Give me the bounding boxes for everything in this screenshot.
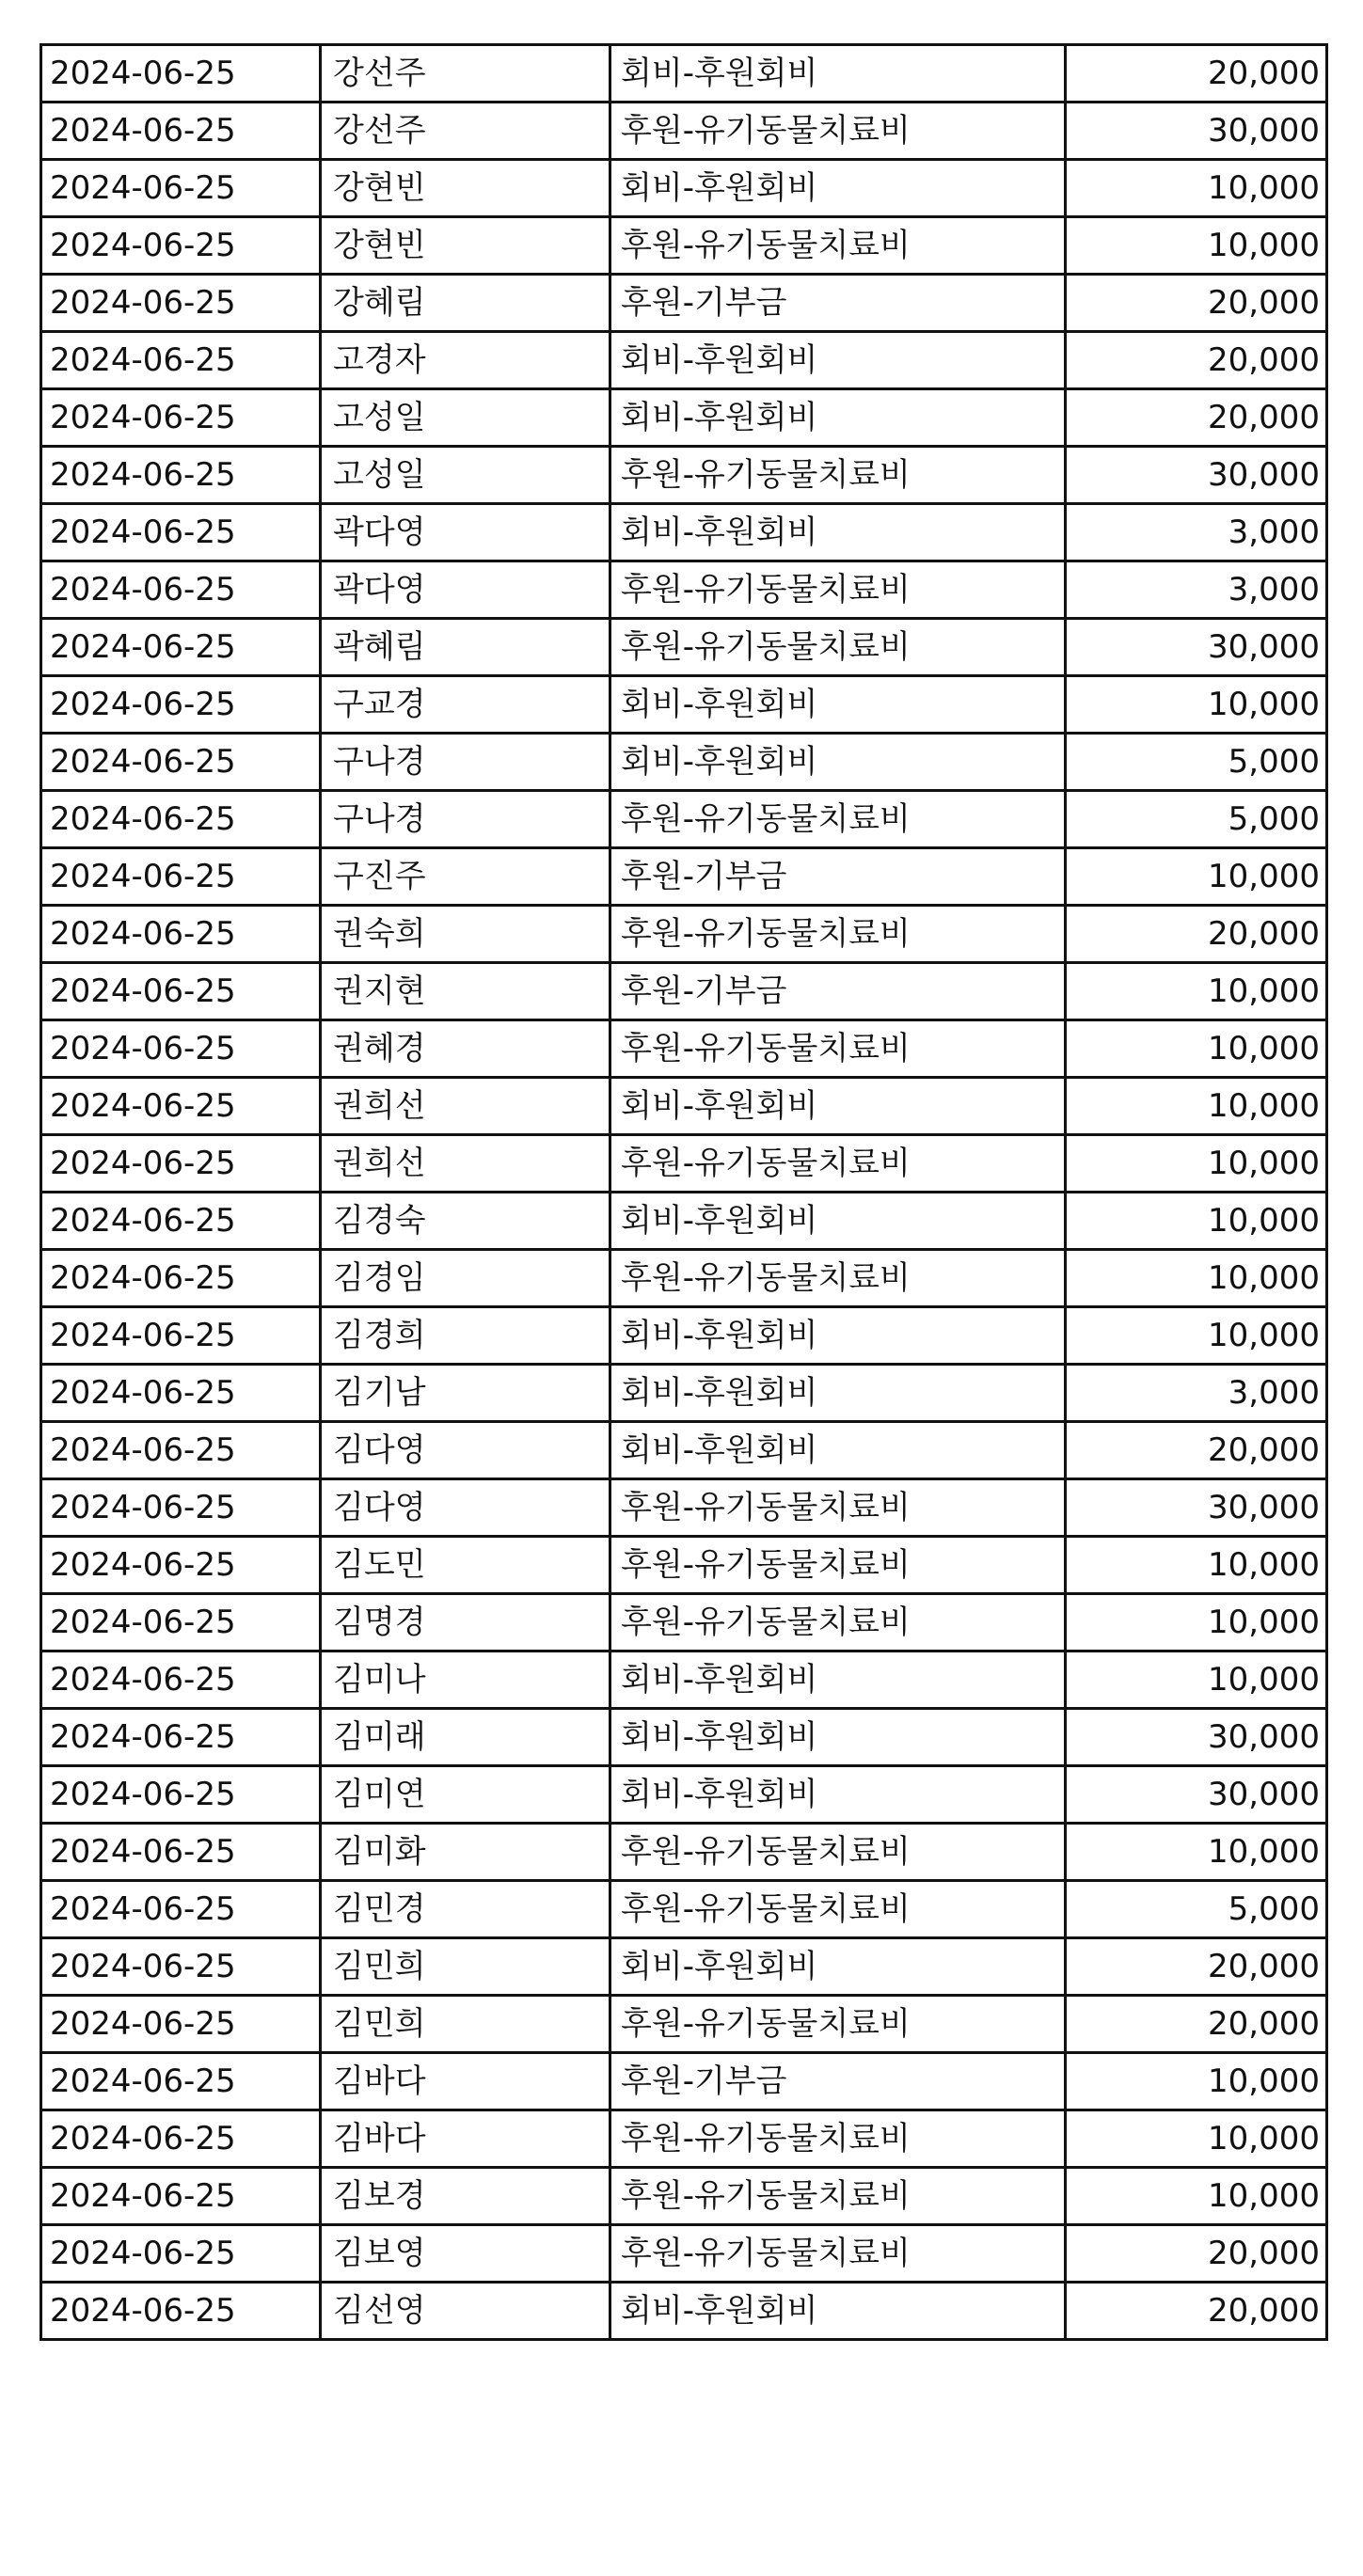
item-cell: 회비-후원회비 (610, 2283, 1066, 2340)
name-cell: 권혜경 (321, 1020, 610, 1078)
date-cell: 2024-06-25 (41, 676, 321, 734)
amount-cell: 5,000 (1066, 734, 1327, 791)
name-cell: 김바다 (321, 2110, 610, 2168)
item-cell: 후원-유기동물치료비 (610, 103, 1066, 160)
date-cell: 2024-06-25 (41, 103, 321, 160)
item-cell: 후원-유기동물치료비 (610, 2225, 1066, 2283)
name-cell: 구교경 (321, 676, 610, 734)
table-row (41, 1709, 1327, 1766)
table-row (41, 1938, 1327, 1996)
date-cell: 2024-06-25 (41, 1651, 321, 1709)
table-row (41, 1193, 1327, 1250)
amount-cell: 30,000 (1066, 619, 1327, 676)
table-row (41, 1594, 1327, 1651)
name-cell: 강선주 (321, 45, 610, 103)
table-row (41, 561, 1327, 619)
name-cell: 고성일 (321, 447, 610, 504)
name-cell: 강선주 (321, 103, 610, 160)
name-cell: 권지현 (321, 963, 610, 1020)
date-cell: 2024-06-25 (41, 1422, 321, 1479)
amount-cell: 30,000 (1066, 1479, 1327, 1537)
item-cell: 후원-기부금 (610, 275, 1066, 332)
name-cell: 김민경 (321, 1881, 610, 1938)
item-cell: 후원-유기동물치료비 (610, 561, 1066, 619)
amount-cell: 10,000 (1066, 676, 1327, 734)
name-cell: 권숙희 (321, 906, 610, 963)
date-cell: 2024-06-25 (41, 447, 321, 504)
amount-cell: 3,000 (1066, 561, 1327, 619)
name-cell: 김도민 (321, 1537, 610, 1594)
table-row (41, 1078, 1327, 1135)
amount-cell: 20,000 (1066, 332, 1327, 389)
date-cell: 2024-06-25 (41, 1479, 321, 1537)
item-cell: 회비-후원회비 (610, 1651, 1066, 1709)
item-cell: 회비-후원회비 (610, 332, 1066, 389)
date-cell: 2024-06-25 (41, 332, 321, 389)
name-cell: 김다영 (321, 1422, 610, 1479)
name-cell: 고경자 (321, 332, 610, 389)
table-row (41, 963, 1327, 1020)
amount-cell: 20,000 (1066, 906, 1327, 963)
table-row (41, 1422, 1327, 1479)
amount-cell: 20,000 (1066, 45, 1327, 103)
item-cell: 후원-유기동물치료비 (610, 1537, 1066, 1594)
amount-cell: 3,000 (1066, 1365, 1327, 1422)
table-row (41, 504, 1327, 561)
amount-cell: 10,000 (1066, 848, 1327, 906)
amount-cell: 5,000 (1066, 1881, 1327, 1938)
name-cell: 강현빈 (321, 217, 610, 275)
item-cell: 후원-기부금 (610, 963, 1066, 1020)
amount-cell: 10,000 (1066, 1307, 1327, 1365)
amount-cell: 10,000 (1066, 2053, 1327, 2110)
name-cell: 권희선 (321, 1078, 610, 1135)
table-row (41, 1250, 1327, 1307)
date-cell: 2024-06-25 (41, 2110, 321, 2168)
amount-cell: 10,000 (1066, 1594, 1327, 1651)
name-cell: 김미나 (321, 1651, 610, 1709)
donation-ledger-table (40, 43, 1328, 2341)
date-cell: 2024-06-25 (41, 1365, 321, 1422)
item-cell: 후원-유기동물치료비 (610, 1824, 1066, 1881)
date-cell: 2024-06-25 (41, 217, 321, 275)
item-cell: 후원-유기동물치료비 (610, 791, 1066, 848)
amount-cell: 20,000 (1066, 2283, 1327, 2340)
item-cell: 후원-유기동물치료비 (610, 217, 1066, 275)
name-cell: 김경희 (321, 1307, 610, 1365)
table-row (41, 2110, 1327, 2168)
date-cell: 2024-06-25 (41, 1709, 321, 1766)
amount-cell: 20,000 (1066, 1996, 1327, 2053)
name-cell: 김다영 (321, 1479, 610, 1537)
date-cell: 2024-06-25 (41, 275, 321, 332)
date-cell: 2024-06-25 (41, 1996, 321, 2053)
name-cell: 구나경 (321, 734, 610, 791)
item-cell: 회비-후원회비 (610, 676, 1066, 734)
date-cell: 2024-06-25 (41, 848, 321, 906)
date-cell: 2024-06-25 (41, 561, 321, 619)
date-cell: 2024-06-25 (41, 2168, 321, 2225)
item-cell: 회비-후원회비 (610, 160, 1066, 217)
table-row (41, 2168, 1327, 2225)
amount-cell: 10,000 (1066, 963, 1327, 1020)
item-cell: 후원-유기동물치료비 (610, 619, 1066, 676)
date-cell: 2024-06-25 (41, 2283, 321, 2340)
item-cell: 회비-후원회비 (610, 1307, 1066, 1365)
amount-cell: 20,000 (1066, 2225, 1327, 2283)
name-cell: 곽다영 (321, 561, 610, 619)
table-row (41, 1766, 1327, 1824)
date-cell: 2024-06-25 (41, 2053, 321, 2110)
table-row (41, 1537, 1327, 1594)
item-cell: 후원-유기동물치료비 (610, 1594, 1066, 1651)
item-cell: 후원-유기동물치료비 (610, 2168, 1066, 2225)
amount-cell: 10,000 (1066, 1824, 1327, 1881)
item-cell: 회비-후원회비 (610, 45, 1066, 103)
name-cell: 김민희 (321, 1938, 610, 1996)
name-cell: 구진주 (321, 848, 610, 906)
date-cell: 2024-06-25 (41, 734, 321, 791)
amount-cell: 10,000 (1066, 1651, 1327, 1709)
name-cell: 김선영 (321, 2283, 610, 2340)
date-cell: 2024-06-25 (41, 1307, 321, 1365)
name-cell: 김경임 (321, 1250, 610, 1307)
date-cell: 2024-06-25 (41, 1938, 321, 1996)
amount-cell: 10,000 (1066, 1078, 1327, 1135)
amount-cell: 30,000 (1066, 1709, 1327, 1766)
table-row (41, 1479, 1327, 1537)
item-cell: 후원-유기동물치료비 (610, 906, 1066, 963)
item-cell: 회비-후원회비 (610, 389, 1066, 447)
table-row (41, 2283, 1327, 2340)
table-row (41, 1365, 1327, 1422)
date-cell: 2024-06-25 (41, 906, 321, 963)
amount-cell: 10,000 (1066, 1193, 1327, 1250)
table-row (41, 734, 1327, 791)
name-cell: 권희선 (321, 1135, 610, 1193)
item-cell: 후원-유기동물치료비 (610, 1479, 1066, 1537)
table-row (41, 1881, 1327, 1938)
amount-cell: 10,000 (1066, 1250, 1327, 1307)
item-cell: 후원-기부금 (610, 2053, 1066, 2110)
amount-cell: 10,000 (1066, 160, 1327, 217)
date-cell: 2024-06-25 (41, 1881, 321, 1938)
item-cell: 후원-유기동물치료비 (610, 1996, 1066, 2053)
amount-cell: 10,000 (1066, 1020, 1327, 1078)
amount-cell: 10,000 (1066, 217, 1327, 275)
name-cell: 고성일 (321, 389, 610, 447)
date-cell: 2024-06-25 (41, 389, 321, 447)
date-cell: 2024-06-25 (41, 791, 321, 848)
amount-cell: 10,000 (1066, 1135, 1327, 1193)
table-row (41, 676, 1327, 734)
item-cell: 회비-후원회비 (610, 1078, 1066, 1135)
date-cell: 2024-06-25 (41, 2225, 321, 2283)
item-cell: 회비-후원회비 (610, 1422, 1066, 1479)
date-cell: 2024-06-25 (41, 1594, 321, 1651)
table-row (41, 1651, 1327, 1709)
table-row (41, 1824, 1327, 1881)
name-cell: 김명경 (321, 1594, 610, 1651)
item-cell: 후원-유기동물치료비 (610, 1020, 1066, 1078)
item-cell: 후원-기부금 (610, 848, 1066, 906)
table-row (41, 1307, 1327, 1365)
amount-cell: 3,000 (1066, 504, 1327, 561)
table-row (41, 332, 1327, 389)
item-cell: 후원-유기동물치료비 (610, 1881, 1066, 1938)
ledger-body (41, 45, 1327, 2340)
name-cell: 김미연 (321, 1766, 610, 1824)
item-cell: 회비-후원회비 (610, 1766, 1066, 1824)
date-cell: 2024-06-25 (41, 1537, 321, 1594)
table-row (41, 447, 1327, 504)
name-cell: 강현빈 (321, 160, 610, 217)
date-cell: 2024-06-25 (41, 963, 321, 1020)
table-row (41, 1020, 1327, 1078)
name-cell: 김민희 (321, 1996, 610, 2053)
name-cell: 구나경 (321, 791, 610, 848)
table-row (41, 1135, 1327, 1193)
amount-cell: 30,000 (1066, 447, 1327, 504)
name-cell: 김기남 (321, 1365, 610, 1422)
date-cell: 2024-06-25 (41, 504, 321, 561)
amount-cell: 10,000 (1066, 2110, 1327, 2168)
table-row (41, 1996, 1327, 2053)
item-cell: 회비-후원회비 (610, 1709, 1066, 1766)
date-cell: 2024-06-25 (41, 1250, 321, 1307)
name-cell: 곽다영 (321, 504, 610, 561)
item-cell: 후원-유기동물치료비 (610, 1250, 1066, 1307)
table-row (41, 791, 1327, 848)
table-row (41, 848, 1327, 906)
amount-cell: 20,000 (1066, 1422, 1327, 1479)
amount-cell: 20,000 (1066, 1938, 1327, 1996)
name-cell: 강혜림 (321, 275, 610, 332)
table-row (41, 2225, 1327, 2283)
name-cell: 김보경 (321, 2168, 610, 2225)
date-cell: 2024-06-25 (41, 1766, 321, 1824)
name-cell: 김보영 (321, 2225, 610, 2283)
item-cell: 후원-유기동물치료비 (610, 2110, 1066, 2168)
table-row (41, 45, 1327, 103)
date-cell: 2024-06-25 (41, 45, 321, 103)
date-cell: 2024-06-25 (41, 1020, 321, 1078)
item-cell: 회비-후원회비 (610, 504, 1066, 561)
item-cell: 회비-후원회비 (610, 734, 1066, 791)
table-row (41, 619, 1327, 676)
date-cell: 2024-06-25 (41, 619, 321, 676)
date-cell: 2024-06-25 (41, 1824, 321, 1881)
name-cell: 김미래 (321, 1709, 610, 1766)
table-row (41, 389, 1327, 447)
amount-cell: 5,000 (1066, 791, 1327, 848)
item-cell: 후원-유기동물치료비 (610, 447, 1066, 504)
date-cell: 2024-06-25 (41, 1078, 321, 1135)
table-row (41, 2053, 1327, 2110)
date-cell: 2024-06-25 (41, 1135, 321, 1193)
date-cell: 2024-06-25 (41, 1193, 321, 1250)
table-row (41, 275, 1327, 332)
table-row (41, 217, 1327, 275)
name-cell: 곽혜림 (321, 619, 610, 676)
table-row (41, 103, 1327, 160)
amount-cell: 10,000 (1066, 2168, 1327, 2225)
item-cell: 후원-유기동물치료비 (610, 1135, 1066, 1193)
table-row (41, 160, 1327, 217)
item-cell: 회비-후원회비 (610, 1193, 1066, 1250)
name-cell: 김미화 (321, 1824, 610, 1881)
name-cell: 김바다 (321, 2053, 610, 2110)
item-cell: 회비-후원회비 (610, 1938, 1066, 1996)
amount-cell: 30,000 (1066, 103, 1327, 160)
amount-cell: 10,000 (1066, 1537, 1327, 1594)
item-cell: 회비-후원회비 (610, 1365, 1066, 1422)
amount-cell: 20,000 (1066, 389, 1327, 447)
date-cell: 2024-06-25 (41, 160, 321, 217)
amount-cell: 30,000 (1066, 1766, 1327, 1824)
amount-cell: 20,000 (1066, 275, 1327, 332)
name-cell: 김경숙 (321, 1193, 610, 1250)
table-row (41, 906, 1327, 963)
